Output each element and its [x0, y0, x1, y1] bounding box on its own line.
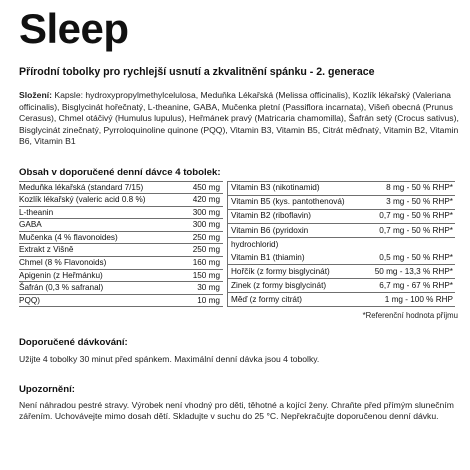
table-row	[228, 279, 456, 293]
ingredient-amount: 0,7 mg - 50 % RHP*	[363, 223, 455, 237]
ingredient-name: PQQ)	[19, 294, 160, 307]
ingredient-amount: 150 mg	[160, 269, 223, 282]
ingredient-name: Hořčík (z formy bisglycinát)	[228, 265, 364, 279]
ingredient-amount: 300 mg	[160, 206, 223, 219]
warning-text: Není náhradou pestré stravy. Výrobek není vhodný pro děti, těhotné a kojící ženy. Chraňte před přímým slunečním zářením. Uchovávejte mimo dosah dětí. Skladujte v suchu do 25 °C. Nepřekračujte doporučenou denní dávku.	[19, 399, 454, 422]
vitamins-minerals-table	[227, 181, 455, 308]
ingredient-amount: 450 mg	[160, 181, 223, 194]
ingredient-name: Extrakt z Višně	[19, 244, 160, 257]
product-subtitle: Přírodní tobolky pro rychlejší usnutí a zkvalitnění spánku - 2. generace	[19, 66, 375, 78]
table-row	[19, 269, 223, 282]
table-row	[19, 181, 223, 194]
table-row	[228, 223, 456, 237]
table-row	[19, 294, 223, 307]
table-row	[19, 244, 223, 257]
ingredient-name: Vitamin B6 (pyridoxin	[228, 223, 364, 237]
ingredients-table	[19, 181, 223, 308]
nutrition-table-title: Obsah v doporučené denní dávce 4 tobolek:	[19, 166, 221, 178]
ingredient-name: Měď (z formy citrát)	[228, 293, 364, 307]
table-row	[19, 282, 223, 295]
ingredient-amount: 160 mg	[160, 257, 223, 270]
composition-paragraph	[19, 90, 460, 148]
ingredient-name: Vitamin B3 (nikotinamid)	[228, 181, 364, 195]
ingredient-name: Vitamin B5 (kys. pantothenová)	[228, 195, 364, 209]
ingredient-name: Zinek (z formy bisglycinát)	[228, 279, 364, 293]
table-row	[19, 206, 223, 219]
ingredient-name: L-theanin	[19, 206, 160, 219]
rhp-footnote: *Referenční hodnota příjmu	[362, 311, 458, 321]
ingredient-amount: 250 mg	[160, 231, 223, 244]
ingredient-name: Meduňka lékařská (standard 7/15)	[19, 181, 160, 194]
composition-text: Kapsle: hydroxypropylmethylcelulosa, Meduňka Lékařská (Melissa officinalis), Kozlík lékařský (Valeriana officinalis), Bisglycinát hořečnatý, L-theanine, GABA, Mučenka pletní (Passiflora incarnata), Višeň obecná (Prunus Cerasus), Chmel otáčivý (Humulus lupulus), Heřmánek pravý (Matricaria chamomilla), Šafrán setý (Crocus sativus), Bisglycinát zinečnatý, Pyrroloquinoline quinone (PQQ), Vitamin B3, Vitamin B5, Citrát měďnatý, Vitamin B2, Vitamin B6, Vitamin B1	[19, 90, 459, 146]
ingredient-amount: 50 mg - 13,3 % RHP*	[363, 265, 455, 279]
ingredient-amount: 3 mg - 50 % RHP*	[363, 195, 455, 209]
ingredient-name: Mučenka (4 % flavonoides)	[19, 231, 160, 244]
table-row	[19, 257, 223, 270]
table-row	[228, 181, 456, 195]
ingredient-amount: 250 mg	[160, 244, 223, 257]
ingredient-name: Šafrán (0,3 % safranal)	[19, 282, 160, 295]
dosage-title: Doporučené dávkování:	[19, 337, 128, 349]
table-row	[228, 209, 456, 223]
product-title: Sleep	[19, 5, 129, 52]
table-row	[19, 231, 223, 244]
warning-title: Upozornění:	[19, 383, 75, 395]
ingredient-name: Apigenin (z Heřmánku)	[19, 269, 160, 282]
ingredient-amount: 0,7 mg - 50 % RHP*	[363, 209, 455, 223]
dosage-text: Užijte 4 tobolky 30 minut před spánkem. Maximální denní dávka jsou 4 tobolky.	[19, 354, 320, 365]
ingredient-name: Vitamin B1 (thiamin)	[228, 251, 364, 265]
ingredient-name: Vitamin B2 (riboflavin)	[228, 209, 364, 223]
ingredient-amount: 30 mg	[160, 282, 223, 295]
table-row	[228, 251, 456, 265]
table-row	[19, 194, 223, 207]
table-row	[228, 195, 456, 209]
ingredient-amount: 0,5 mg - 50 % RHP*	[363, 251, 455, 265]
ingredient-amount: 420 mg	[160, 194, 223, 207]
ingredient-name: Kozlík lékařský (valeric acid 0.8 %)	[19, 194, 160, 207]
ingredient-amount: 1 mg - 100 % RHP	[363, 293, 455, 307]
ingredient-name: Chmel (8 % Flavonoids)	[19, 257, 160, 270]
table-row	[19, 219, 223, 232]
ingredient-amount: 8 mg - 50 % RHP*	[363, 181, 455, 195]
ingredient-amount: 6,7 mg - 67 % RHP*	[363, 279, 455, 293]
ingredient-amount	[363, 237, 455, 251]
composition-label: Složení:	[19, 90, 52, 100]
ingredient-amount: 300 mg	[160, 219, 223, 232]
nutrition-tables	[19, 181, 460, 308]
table-row	[228, 265, 456, 279]
table-row	[228, 293, 456, 307]
table-row	[228, 237, 456, 251]
ingredient-amount: 10 mg	[160, 294, 223, 307]
ingredient-name: GABA	[19, 219, 160, 232]
ingredient-name: hydrochlorid)	[228, 237, 364, 251]
